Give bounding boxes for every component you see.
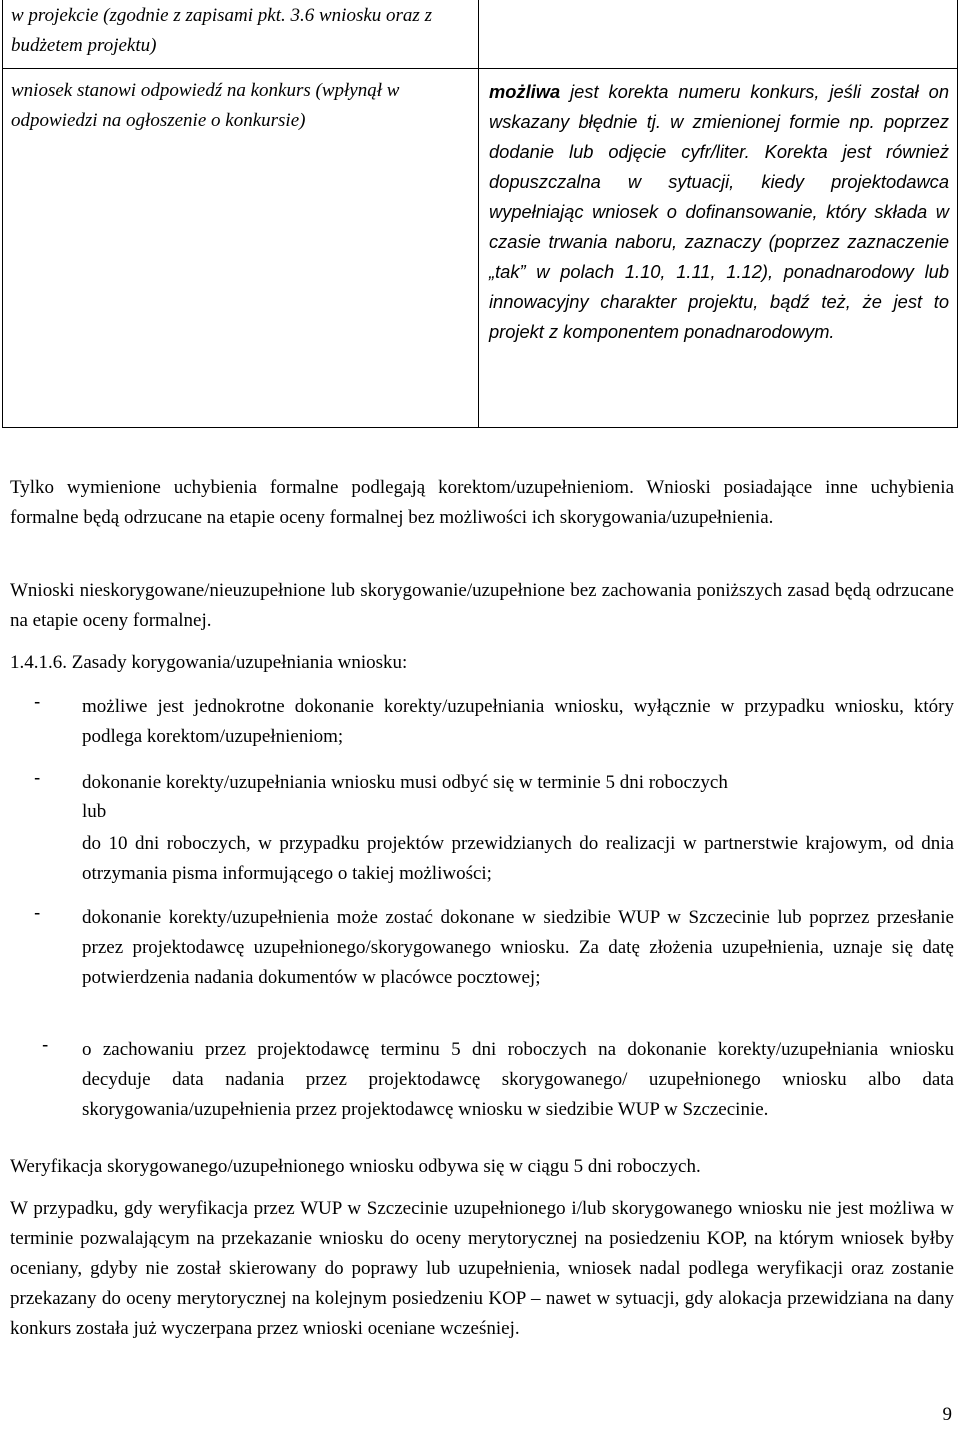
paragraph-corrections-scope: Tylko wymienione uchybienia formalne podlegają korektom/uzupełnieniom. Wnioski posiadające inne uchybienia formalne będą odrzucane na etapie oceny formalnej bez możliwości ich skorygowania/uzupełnienia. (10, 477, 954, 528)
list-item-text: do 10 dni roboczych, w przypadku projektów przewidzianych do realizacji w partnerstwie krajowym, od dnia otrzymania pisma informującego o takiej możliwości; (82, 833, 954, 884)
criterion-text: wniosek stanowi odpowiedź na konkurs (wpłynął w odpowiedzi na ogłoszenie o konkursie) (11, 80, 400, 131)
table-cell-correction (478, 69, 958, 427)
dash-bullet: - (34, 768, 41, 789)
list-item-text: o zachowaniu przez projektodawcę terminu 5 dni roboczych na dokonanie korekty/uzupełniania wniosku decyduje data nadania przez projektodawcę skorygowanego/ uzupełnionego wniosku albo data skorygowania/uzupełnienia przez projektodawcę wniosku w siedzibie WUP w Szczecinie. (82, 1039, 954, 1120)
table-row (2, 0, 958, 69)
list-item-text: dokonanie korekty/uzupełniania wniosku musi odbyć się w terminie 5 dni roboczych (82, 772, 728, 793)
paragraph-verification-time: Weryfikacja skorygowanego/uzupełnionego wniosku odbywa się w ciągu 5 dni roboczych. (10, 1156, 701, 1177)
list-item-text: lub (82, 801, 107, 822)
criterion-text: w projekcie (zgodnie z zapisami pkt. 3.6 wniosku oraz z budżetem projektu) (11, 5, 432, 56)
table-cell-correction (478, 0, 958, 68)
table-cell-criterion (2, 0, 478, 68)
table-row (2, 69, 958, 428)
list-item-text: możliwe jest jednokrotne dokonanie korekty/uzupełniania wniosku, wyłącznie w przypadku wniosku, który podlega korektom/uzupełnieniom; (82, 696, 954, 747)
dash-bullet: - (34, 903, 41, 924)
section-heading: 1.4.1.6. Zasady korygowania/uzupełniania wniosku: (10, 652, 408, 673)
correction-body: jest korekta numeru konkurs, jeśli został on wskazany błędnie tj. w zmienionej formie np. poprzez dodanie lub odjęcie cyfr/liter. Korekta jest również dopuszczalna w sytuacji, kiedy projektodawca wypełniając wniosek o dofinansowanie, który składa w czasie trwania naboru, zaznaczy (poprzez zaznaczenie „tak” w polach 1.10, 1.11, 1.12), ponadnarodowy lub innowacyjny charakter projektu, bądź też, że jest to projekt z komponentem ponadnarodowym. (489, 81, 949, 342)
dash-bullet: - (42, 1035, 49, 1056)
criteria-table (2, 0, 958, 428)
page-number: 9 (942, 1404, 952, 1425)
correction-emphasis: możliwa (489, 81, 561, 102)
paragraph-rejection-rule: Wnioski nieskorygowane/nieuzupełnione lub skorygowanie/uzupełnione bez zachowania poniższych zasad będą odrzucane na etapie oceny formalnej. (10, 580, 954, 631)
table-cell-criterion (2, 69, 478, 427)
correction-text (479, 69, 957, 347)
list-item-text: dokonanie korekty/uzupełnienia może zostać dokonane w siedzibie WUP w Szczecinie lub poprzez przesłanie przez projektodawcę uzupełnionego/skorygowanego wniosku. Za datę złożenia uzupełnienia, uznaje się datę potwierdzenia nadania dokumentów w placówce pocztowej; (82, 907, 954, 988)
paragraph-kop-procedure: W przypadku, gdy weryfikacja przez WUP w Szczecinie uzupełnionego i/lub skorygowanego wniosku nie jest możliwa w terminie pozwalającym na przekazanie wniosku do oceny merytorycznej na posiedzeniu KOP, na którym wniosek byłby oceniany, gdyby nie został skierowany do poprawy lub uzupełnienia, wniosek nadal podlega weryfikacji oraz zostanie przekazany do oceny merytorycznej na kolejnym posiedzeniu KOP – nawet w sytuacji, gdy alokacja przewidziana na dany konkurs została już wyczerpana przez wnioski oceniane wcześniej. (10, 1198, 954, 1339)
dash-bullet: - (34, 692, 41, 713)
